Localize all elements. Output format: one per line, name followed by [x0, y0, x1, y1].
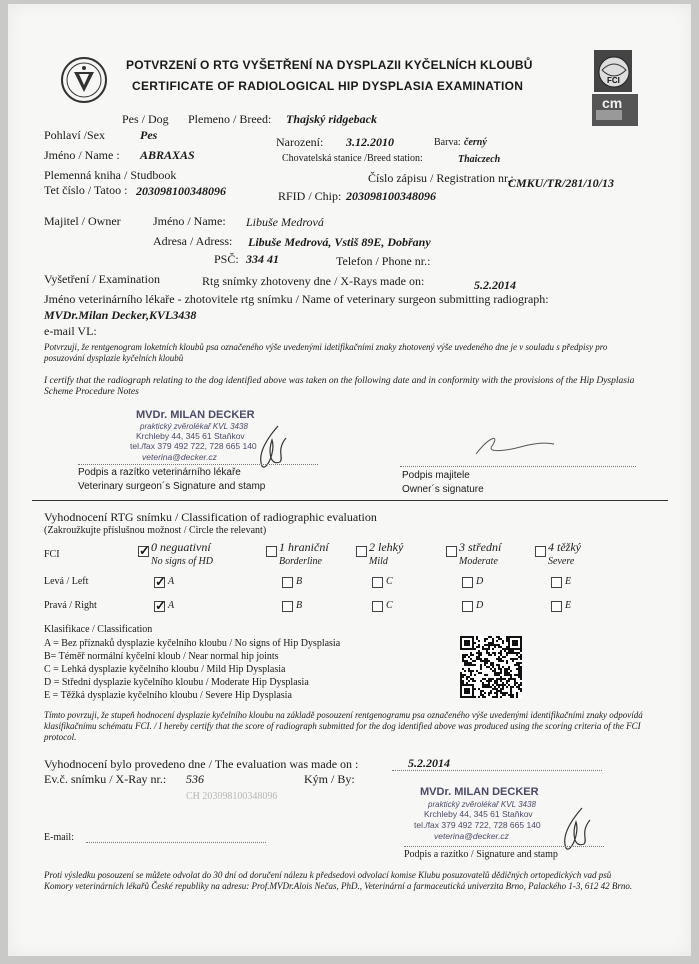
species-label: Pes / Dog: [122, 112, 169, 126]
stamp-line4: veterina@decker.cz: [434, 831, 509, 841]
right-grade-letter: A: [168, 600, 175, 611]
left-grade-letter: A: [168, 576, 175, 587]
vet-email-label: e-mail VL:: [44, 324, 97, 338]
vet-chamber-logo: [60, 56, 108, 104]
fci-cmku-logo: [586, 50, 642, 130]
name-value: ABRAXAS: [140, 148, 195, 162]
stamp-line1: praktický zvěrolékař KVL 3438: [428, 800, 536, 809]
left-grade-checkbox[interactable]: [372, 577, 383, 588]
left-grade-checkbox[interactable]: [462, 577, 473, 588]
left-grade-checkbox[interactable]: [551, 577, 562, 588]
eval-date-label: Vyhodnocení bylo provedeno dne / The evaluation was made on :: [44, 757, 359, 771]
result-email-label: E-mail:: [44, 832, 74, 843]
confirm-en: I certify that the radiograph relating to the dog identified above was taken on the following date and in conformity with the provisions of the Hip Dysplasia Scheme Procedure Notes: [44, 376, 635, 397]
grade-cz-label: 0 neguativní: [151, 540, 211, 554]
studbook-label: Plemenná kniha / Studbook: [44, 168, 177, 182]
left-row-label: Levá / Left: [44, 576, 89, 587]
by-label: Kým / By:: [304, 772, 355, 786]
reg-value: CMKU/TR/281/10/13: [508, 176, 615, 190]
address-value: Libuše Medrová, Vstiš 89E, Dobřany: [248, 235, 431, 249]
stamp-line3: tel./fax 379 492 722, 728 665 140: [130, 441, 257, 451]
fci-grade-checkbox[interactable]: [535, 546, 546, 557]
confirm-cz: Potvrzuji, že rentgenogram loketních kloubů psa označeného výše uvedenými idetifikačními znaky zhotovený výše uvedeného dne je v souladu s předpisy pro posuzování dysplazie kyčelních kloubů: [44, 342, 608, 363]
stamp-name: MVDr. MILAN DECKER: [136, 409, 255, 421]
fci-grade-checkbox[interactable]: [446, 546, 457, 557]
right-grade-checkbox[interactable]: [154, 598, 166, 613]
certificate-page: [8, 4, 691, 956]
birth-value: 3.12.2010: [346, 135, 394, 149]
vet-sig-cz: Podpis a razítko veterinárního lékaře: [78, 467, 241, 478]
vet-signature-top: [250, 422, 290, 474]
stamp-line1: praktický zvěrolékař KVL 3438: [140, 422, 248, 431]
owner-signature: [470, 432, 560, 462]
klasifikace-item: D = Střední dysplazie kyčelního kloubu / Moderate Hip Dysplasia: [44, 677, 309, 688]
stamp-line4: veterina@decker.cz: [142, 452, 217, 462]
sex-value: Pes: [140, 128, 158, 142]
birth-label: Narození:: [276, 135, 324, 149]
fci-grade-checkbox[interactable]: [138, 543, 150, 558]
fci-logo-text: FCI: [607, 76, 620, 85]
phone-label: Telefon / Phone nr.:: [336, 254, 431, 268]
owner-sig-cz: Podpis majitele: [402, 470, 470, 481]
appeal-text: Proti výsledku posouzení se můžete odvolat do 30 dní od doručení nálezu k předsedovi odvolací komise Klubu posuzovatelů dědičných ortopedických vad psů Komory veterinárních lékařů České republiky na adresu: Prof.MVDr.Alois Nečas, PhD., Veterinární a farmaceutická univerzita Brno, Palackého 1-3, 612 42 Brno.: [44, 870, 633, 891]
vet-name: MVDr.Milan Decker,KVL3438: [44, 308, 197, 322]
chip-label: RFID / Chip:: [278, 189, 342, 203]
grade-en-label: Severe: [548, 556, 575, 567]
vet-label: Jméno veterinárního lékaře - zhotovitele rtg snímku / Name of veterinary surgeon submitting radiograph:: [44, 292, 549, 306]
chip-value: 203098100348096: [346, 189, 436, 203]
klasifikace-item: B= Téměř normální kyčelní kloub / Near normal hip joints: [44, 651, 279, 662]
owner-name-value: Libuše Medrová: [246, 215, 324, 229]
klasifikace-item: A = Bez příznaků dysplazie kyčelního kloubu / No signs of Hip Dysplasia: [44, 638, 341, 649]
grade-cz-label: 2 lehký: [369, 540, 404, 554]
left-grade-letter: C: [386, 576, 393, 587]
vet-signature-bottom: [556, 804, 592, 856]
stamp-line2: Krchleby 44, 345 61 Staňkov: [136, 431, 245, 441]
vet-sig-en: Veterinary surgeon´s Signature and stamp: [78, 481, 266, 492]
left-grade-letter: B: [296, 576, 303, 587]
address-label: Adresa / Adress:: [153, 234, 233, 248]
owner-label: Majitel / Owner: [44, 214, 121, 228]
grade-cz-label: 3 střední: [459, 540, 502, 554]
zip-label: PSČ:: [214, 252, 239, 266]
right-grade-letter: E: [565, 600, 572, 611]
klasifikace-item: C = Lehká dysplazie kyčelního kloubu / Mild Hip Dysplasia: [44, 664, 286, 675]
fci-grade-checkbox[interactable]: [266, 546, 277, 557]
result-sig-label: Podpis a razítko / Signature and stamp: [404, 849, 558, 860]
xray-nr-label: Ev.č. snímku / X-Ray nr.:: [44, 772, 167, 786]
right-grade-checkbox[interactable]: [551, 601, 562, 612]
cmku-logo-text: cm: [602, 95, 623, 111]
breed-label: Plemeno / Breed:: [188, 112, 272, 126]
color-value: černý: [464, 137, 487, 148]
kennel-label: Chovatelská stanice /Breed station:: [282, 153, 423, 164]
left-grade-checkbox[interactable]: [154, 574, 166, 589]
name-label: Jméno / Name :: [44, 148, 120, 162]
certify-text: Tímto povrzuji, že stupeň hodnocení dysplazie kyčelního kloubu na základě posouzení rentgenogramu psa označeného výše uvedenými identifikačními znaky odpovídá klasifikačnímu schématu FCI. / I hereby certify that the score of radiograph submitted for the dog identified above was produced using the scoring criteria of the FCI protocol.: [44, 710, 643, 742]
xray-date: 5.2.2014: [474, 278, 516, 292]
klasifikace-title: Klasifikace / Classification: [44, 624, 153, 635]
xray-label: Rtg snímky zhotoveny dne / X-Rays made on:: [202, 274, 425, 288]
eval-title: Vyhodnocení RTG snímku / Classification of radiographic evaluation: [44, 510, 377, 524]
right-grade-letter: C: [386, 600, 393, 611]
title-en: CERTIFICATE OF RADIOLOGICAL HIP DYSPLASIA EXAMINATION: [132, 79, 524, 93]
left-grade-letter: E: [565, 576, 572, 587]
right-row-label: Pravá / Right: [44, 600, 97, 611]
zip-value: 334 41: [246, 252, 279, 266]
klasifikace-item: E = Těžká dysplazie kyčelního kloubu / Severe Hip Dysplasia: [44, 690, 292, 701]
stamp-name: MVDr. MILAN DECKER: [420, 786, 539, 798]
owner-sig-en: Owner´s signature: [402, 484, 484, 495]
title-cz: POTVRZENÍ O RTG VYŠETŘENÍ NA DYSPLAZII KYČELNÍCH KLOUBŮ: [126, 58, 533, 72]
chip-faint: CH 203098100348096: [186, 791, 278, 802]
tattoo-value: 203098100348096: [136, 184, 226, 198]
fci-grade-checkbox[interactable]: [356, 546, 367, 557]
xray-nr-value: 536: [186, 772, 204, 786]
color-label: Barva:: [434, 137, 461, 148]
grade-cz-label: 4 těžký: [548, 540, 581, 554]
reg-label: Číslo zápisu / Registration nr.:: [368, 171, 514, 185]
fci-row-label: FCI: [44, 549, 60, 560]
breed-value: Thajský ridgeback: [286, 112, 377, 126]
eval-subtitle: (Zakroužkujte příslušnou možnost / Circle the relevant): [44, 525, 267, 536]
check-icon: ✓: [155, 598, 166, 613]
right-grade-checkbox[interactable]: [462, 601, 473, 612]
eval-date-value: 5.2.2014: [408, 756, 450, 770]
left-grade-letter: D: [476, 576, 484, 587]
left-grade-checkbox[interactable]: [282, 577, 293, 588]
right-grade-letter: D: [476, 600, 484, 611]
right-grade-letter: B: [296, 600, 303, 611]
tattoo-label: Tet číslo / Tatoo :: [44, 183, 128, 197]
check-icon: ✓: [155, 574, 166, 589]
stamp-line3: tel./fax 379 492 722, 728 665 140: [414, 820, 541, 830]
qr-code: [460, 636, 522, 698]
grade-en-label: Mild: [369, 556, 388, 567]
owner-name-label: Jméno / Name:: [153, 214, 226, 228]
exam-label: Vyšetření / Examination: [44, 272, 160, 286]
kennel-value: Thaiczech: [458, 154, 501, 165]
grade-cz-label: 1 hraniční: [279, 540, 329, 554]
right-grade-checkbox[interactable]: [372, 601, 383, 612]
check-icon: ✓: [139, 543, 150, 558]
stamp-line2: Krchleby 44, 345 61 Staňkov: [424, 809, 533, 819]
grade-en-label: No signs of HD: [151, 556, 213, 567]
grade-en-label: Moderate: [459, 556, 498, 567]
right-grade-checkbox[interactable]: [282, 601, 293, 612]
sex-label: Pohlaví /Sex: [44, 128, 106, 142]
grade-en-label: Borderline: [279, 556, 322, 567]
